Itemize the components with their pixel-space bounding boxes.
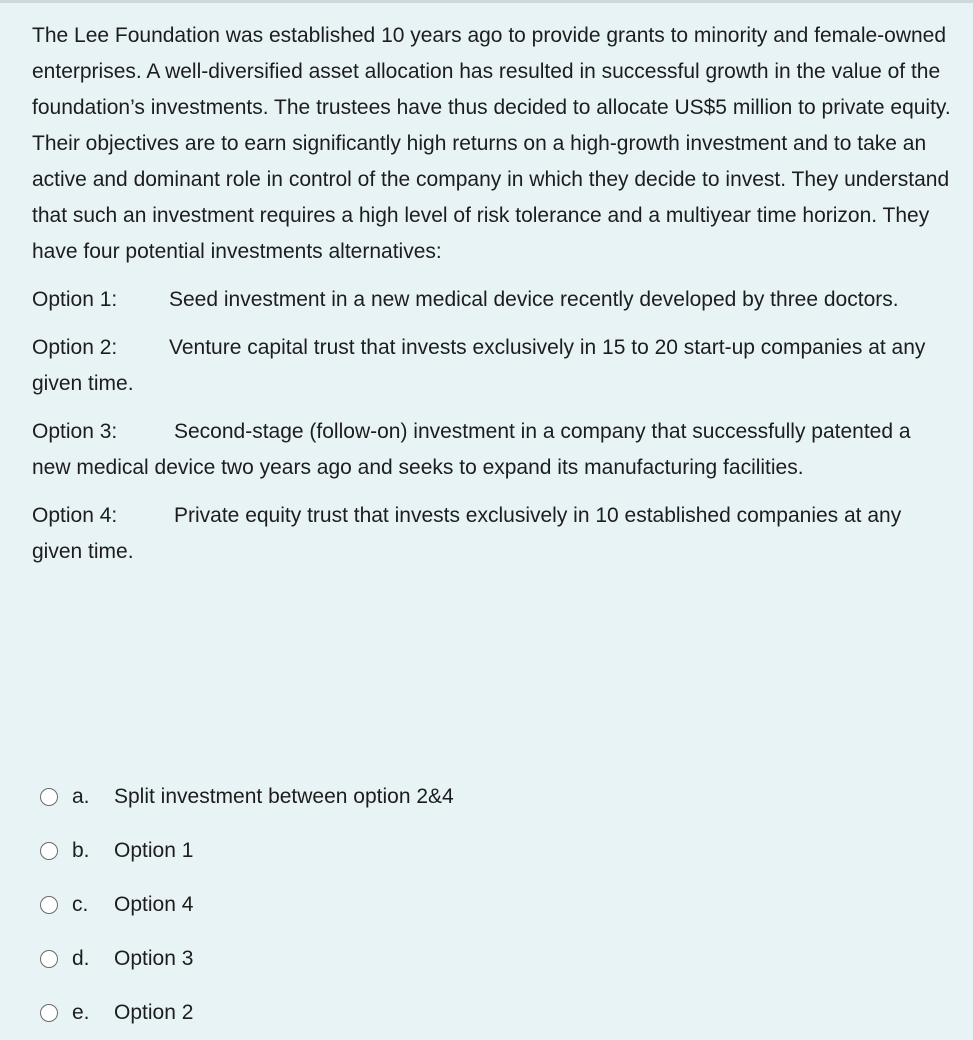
answer-text: Option 4 bbox=[114, 893, 194, 916]
answer-choice-c[interactable] bbox=[40, 878, 840, 932]
radio-button[interactable] bbox=[40, 788, 58, 806]
option-description: Venture capital trust that invests exclusively in 15 to 20 start-up companies at any given time. bbox=[32, 336, 926, 395]
answer-letter: c. bbox=[72, 893, 89, 916]
radio-button[interactable] bbox=[40, 896, 58, 914]
answer-choice-b[interactable] bbox=[40, 824, 840, 878]
option-3 bbox=[32, 414, 952, 486]
option-description: Private equity trust that invests exclusively in 10 established companies at any given time. bbox=[32, 504, 902, 563]
radio-button[interactable] bbox=[40, 950, 58, 968]
answer-choice-d[interactable] bbox=[40, 932, 840, 986]
answer-choice-a[interactable] bbox=[40, 770, 840, 824]
option-1 bbox=[32, 282, 952, 318]
answer-text: Option 1 bbox=[114, 839, 194, 862]
option-label: Option 4: bbox=[32, 504, 118, 527]
answer-text: Option 3 bbox=[114, 947, 194, 970]
option-2 bbox=[32, 330, 952, 402]
option-label: Option 3: bbox=[32, 420, 118, 443]
option-label: Option 1: bbox=[32, 288, 118, 311]
answer-text: Option 2 bbox=[114, 1001, 194, 1024]
question-intro: The Lee Foundation was established 10 years ago to provide grants to minority and female-owned enterprises. A well-diversified asset allocation has resulted in successful growth in the value of the foundation’s investments. The trustees have thus decided to allocate US$5 million to private equity. Their objectives are to earn significantly high returns on a high-growth investment and to take an active and dominant role in control of the company in which they decide to invest. They understand that such an investment requires a high level of risk tolerance and a multiyear time horizon. They have four potential investments alternatives: bbox=[32, 24, 951, 263]
answer-letter: a. bbox=[72, 785, 90, 808]
answer-letter: d. bbox=[72, 947, 90, 970]
answer-letter: b. bbox=[72, 839, 90, 862]
answer-letter: e. bbox=[72, 1001, 90, 1024]
option-description: Second-stage (follow-on) investment in a company that successfully patented a new medical device two years ago and seeks to expand its manufacturing facilities. bbox=[32, 420, 911, 479]
option-description: Seed investment in a new medical device recently developed by three doctors. bbox=[169, 288, 899, 311]
answer-choices bbox=[40, 770, 840, 1040]
radio-button[interactable] bbox=[40, 1004, 58, 1022]
question-text bbox=[32, 18, 952, 570]
option-4 bbox=[32, 498, 952, 570]
answer-choice-e[interactable] bbox=[40, 986, 840, 1040]
option-label: Option 2: bbox=[32, 336, 118, 359]
radio-button[interactable] bbox=[40, 842, 58, 860]
answer-text: Split investment between option 2&4 bbox=[114, 785, 454, 808]
top-divider bbox=[0, 0, 973, 3]
